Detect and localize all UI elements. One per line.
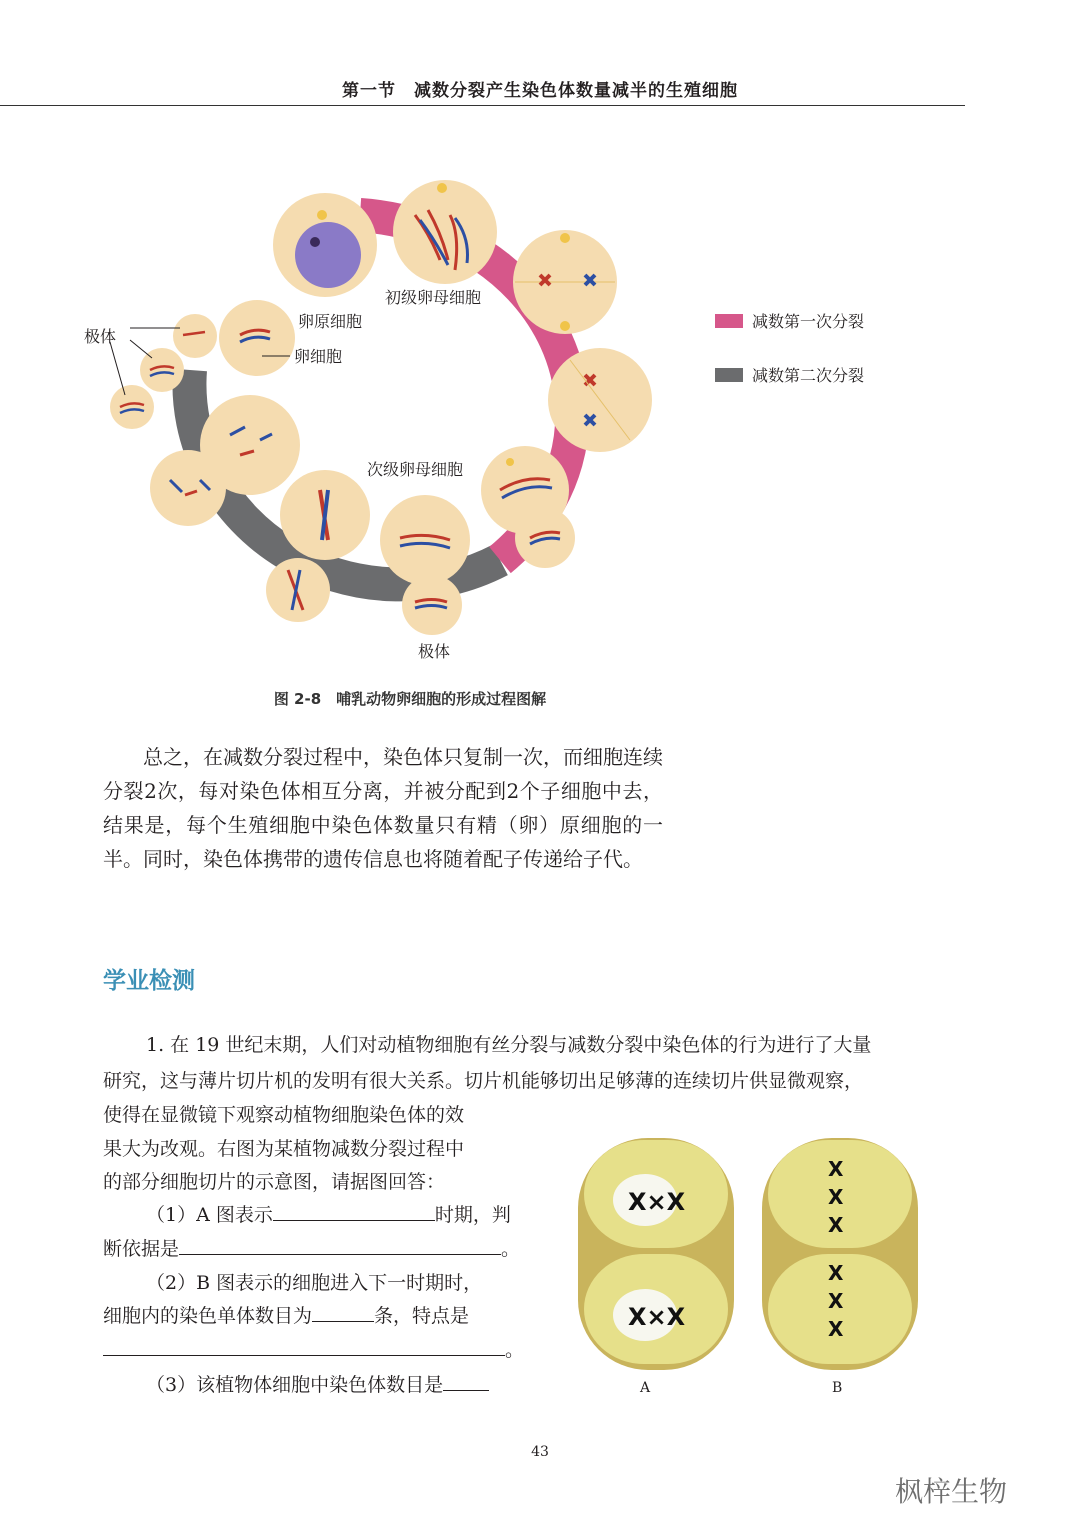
question-1-line-1: 1. 在 19 世纪末期，人们对动植物细胞有丝分裂与减数分裂中染色体的行为进行了大量 [146, 1034, 872, 1056]
cell-primary-oocyte-2 [513, 230, 617, 334]
page-number: 43 [531, 1444, 549, 1460]
sub-question-1-prefix: （1）A 图表示 [146, 1204, 273, 1226]
sub-question-1-basis: 断依据是 [103, 1238, 180, 1260]
cell-polar-body-small-1 [173, 314, 217, 358]
section-heading: 学业检测 [103, 968, 195, 994]
plant-cell-a [578, 1138, 734, 1370]
answer-blank-feature[interactable] [103, 1355, 505, 1356]
question-1-line-3: 使得在显微镜下观察动植物细胞染色体的效 [103, 1104, 465, 1126]
sub-question-1-end: 。 [501, 1238, 521, 1260]
answer-blank-chromatid-count[interactable] [312, 1321, 374, 1322]
sub-question-2-line-2 [103, 1301, 469, 1328]
svg-text:X: X [828, 1213, 844, 1237]
question-1-line-5: 的部分细胞切片的示意图，请据图回答： [103, 1171, 446, 1193]
svg-text:X×X: X×X [628, 1188, 686, 1216]
sub-question-3-prefix: （3）该植物体细胞中染色体数目是 [146, 1374, 444, 1396]
summary-paragraph: 总之，在减数分裂过程中，染色体只复制一次，而细胞连续分裂2次，每对染色体相互分离，并被分配到2个子细胞中去，结果是，每个生殖细胞中染色体数量只有精（卵）原细胞的一半。同时，染色体携带的遗传信息也将随着配子传递给子代。 [103, 745, 663, 871]
legend-swatch-meiosis-1 [715, 314, 743, 328]
sub-question-1-line-2 [103, 1234, 520, 1261]
cell-meiosis2-1 [280, 470, 370, 560]
cell-polar-body-small-2 [140, 348, 184, 392]
svg-text:X: X [828, 1289, 844, 1313]
plant-cell-b [762, 1138, 918, 1370]
cell-meiosis2-2 [266, 558, 330, 622]
svg-text:X: X [828, 1317, 844, 1341]
legend-label-meiosis-2: 减数第二次分裂 [752, 366, 865, 385]
cell-oogonium [273, 193, 377, 297]
figure-caption: 图 2-8 哺乳动物卵细胞的形成过程图解 [273, 690, 547, 708]
sub-question-2-end: 。 [505, 1339, 525, 1361]
polar-body-leader-3 [110, 342, 125, 395]
legend-swatch-meiosis-2 [715, 368, 743, 382]
polar-body-leader-2 [130, 340, 152, 358]
sub-question-2-line-3 [103, 1335, 524, 1362]
sub-question-1-suffix: 时期，判 [434, 1204, 511, 1226]
plant-figure-label-b: B [832, 1380, 843, 1396]
header-divider [0, 105, 965, 106]
svg-text:X: X [828, 1185, 844, 1209]
answer-blank-basis[interactable] [179, 1254, 501, 1255]
cell-primary-oocyte-1 [393, 180, 497, 284]
sub-question-3-line-1 [146, 1370, 489, 1397]
cell-polar-body-bottom [402, 575, 462, 635]
label-polar-body-bottom: 极体 [418, 642, 451, 661]
sub-question-1-line-1 [146, 1200, 511, 1227]
label-polar-body-left: 极体 [84, 327, 117, 346]
sub-question-2-line-1: （2）B 图表示的细胞进入下一时期时， [146, 1272, 483, 1294]
label-ovum: 卵细胞 [294, 347, 343, 366]
label-oogonium: 卵原细胞 [298, 312, 363, 331]
plant-meiosis-figure [570, 1130, 940, 1400]
page-header-title: 第一节 减数分裂产生染色体数量减半的生殖细胞 [342, 81, 738, 101]
legend-label-meiosis-1: 减数第一次分裂 [752, 312, 865, 331]
label-secondary-oocyte: 次级卵母细胞 [367, 460, 464, 479]
question-1-line-4: 果大为改观。右图为某植物减数分裂过程中 [103, 1138, 465, 1160]
answer-blank-stage[interactable] [273, 1220, 435, 1221]
cell-secondary-oocyte-3 [380, 495, 470, 585]
oogenesis-diagram [70, 170, 920, 670]
plant-figure-label-a: A [640, 1380, 651, 1396]
question-1-line-2: 研究，这与薄片切片机的发明有很大关系。切片机能够切出足够薄的连续切片供显微观察， [103, 1070, 864, 1092]
cell-meiosis2-4 [150, 450, 226, 526]
sub-question-2-feature: 条，特点是 [374, 1305, 470, 1327]
sub-question-2-count-prefix: 细胞内的染色单体数目为 [103, 1305, 313, 1327]
answer-blank-chromosome-number[interactable] [443, 1390, 489, 1391]
svg-text:X: X [828, 1261, 844, 1285]
label-primary-oocyte: 初级卵母细胞 [385, 288, 482, 307]
cell-secondary-oocyte-2 [515, 508, 575, 568]
watermark: 枫梓生物 [895, 1475, 1008, 1508]
cell-primary-oocyte-3 [548, 348, 652, 452]
cell-ovum [219, 300, 295, 376]
svg-text:X: X [828, 1157, 844, 1181]
svg-text:X×X: X×X [628, 1303, 686, 1331]
cell-polar-body-small-3 [110, 385, 154, 429]
